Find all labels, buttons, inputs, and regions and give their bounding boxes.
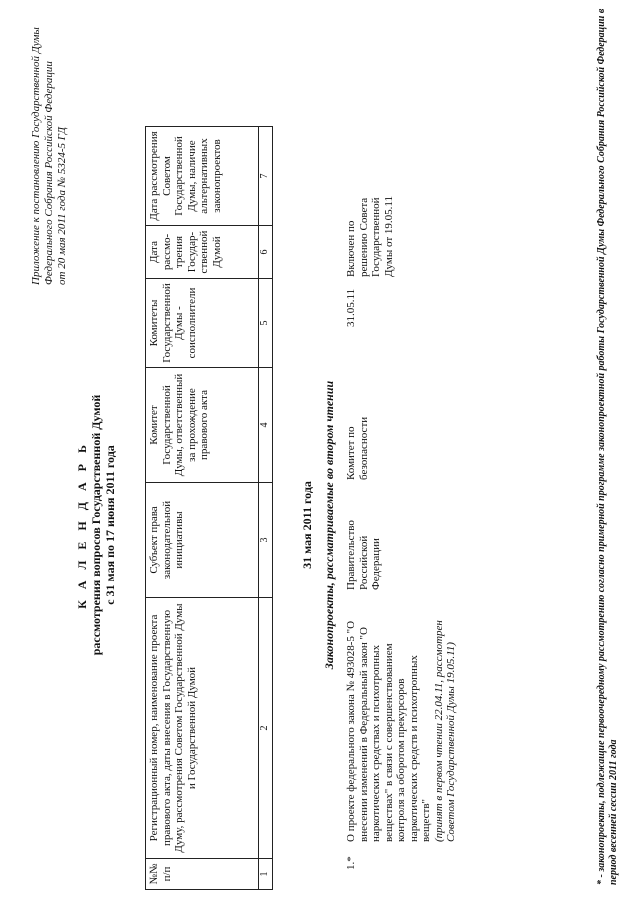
table-header-row [146,127,259,890]
header-cell-1: №№ п/п [146,859,259,890]
row-council-decision: Включен по решению Совета Государственной Думы от 19.05.11 [345,196,395,277]
column-number: 3 [259,483,273,598]
column-number: 7 [259,127,273,226]
column-number: 4 [259,368,273,483]
row-review-date: 31.05.11 [345,288,357,327]
column-number: 6 [259,226,273,279]
header-cell-2: Регистрационный номер, наименование проекта правового акта, даты внесения в Государственную Думу, рассмотрения Советом Государственной Думы и Государственной Думой [146,598,259,859]
column-number: 2 [259,598,273,859]
section-subtitle: Законопроекты, рассматриваемые во втором чтении [322,380,336,670]
row-bill-note: (принят в первом чтении 22.04.11, рассмотрен Советом Государственной Думы 19.05.11) [432,620,457,842]
calendar-subtitle: рассмотрения вопросов Государственной Думой [89,394,103,656]
calendar-period: с 31 мая по 17 июня 2011 года [103,445,117,605]
appendix-line-3: от 20 мая 2011 года № 5324-5 ГД [56,126,68,285]
appendix-line-2: Федерального Собрания Российской Федерации [43,61,55,285]
header-cell-4: Комитет Государственной Думы, ответственный за прохождение правового акта [146,368,259,483]
row-responsible-committee: Комитет по безопасности [345,416,370,480]
calendar-table [145,126,273,890]
row-number: 1.* [345,856,357,870]
header-cell-3: Субъект права законодательной инициативы [146,483,259,598]
section-date: 31 мая 2011 года [300,481,314,569]
row-bill-description [345,610,458,842]
header-cell-5: Комитеты Государственной Думы - соисполнители [146,279,259,368]
column-number: 5 [259,279,273,368]
appendix-line-1: Приложение к постановлению Государственной Думы [30,27,42,285]
footnote: * - законопроекты, подлежащие первоочередному рассмотрению согласно примерной программе законопроектной работы Государственной Думы Федерального Собрания Российской Федерации в период весенней сессии 2011 года [596,8,619,885]
header-cell-6: Дата рассмо-трения Государ-ственной Думой [146,226,259,279]
row-initiative-subject: Правительство Российской Федерации [345,520,382,590]
column-number-row [259,127,273,890]
calendar-title: К А Л Е Н Д А Р Ь [75,441,89,609]
title-block [75,145,117,905]
appendix-note [30,5,69,285]
header-cell-7: Дата рассмотрения Советом Государственной Думы, наличие альтернативных законопроектов [146,127,259,226]
row-bill-text: О проекте федерального закона № 493028-5 "О внесении изменений в Федеральный закон "О наркотических средствах и психотропных веществах" в связи с совершенствованием контроля за оборотом прекурсоров наркотических средств и психотропных веществ" [345,620,432,842]
column-number: 1 [259,859,273,890]
